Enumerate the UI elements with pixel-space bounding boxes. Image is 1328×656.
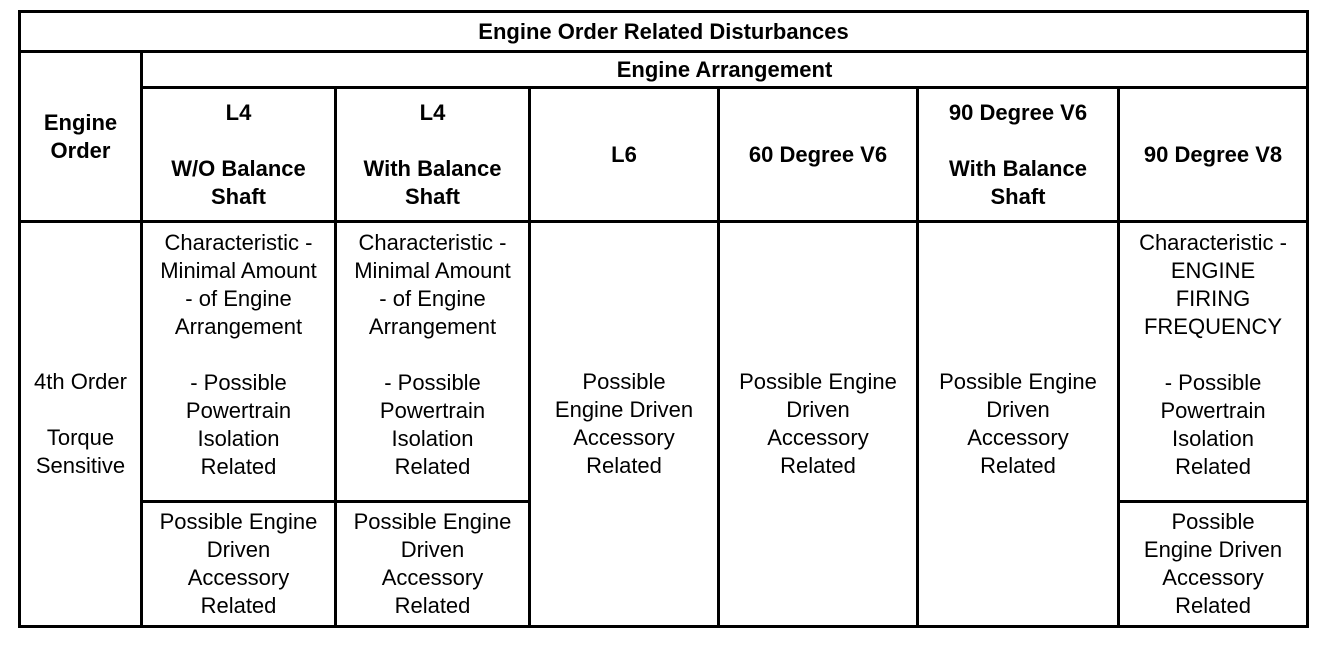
cell-l4-wo-balance-lower: Possible Engine Driven Accessory Related <box>142 502 336 627</box>
cell-l4-wo-balance-upper: Characteristic - Minimal Amount - of Engine Arrangement - Possible Powertrain Isolation Related <box>142 222 336 502</box>
table-title: Engine Order Related Disturbances <box>20 12 1308 52</box>
column-header-l4-wo-balance: L4 W/O Balance Shaft <box>142 88 336 222</box>
cell-90-degree-v8-upper: Characteristic - ENGINE FIRING FREQUENCY - Possible Powertrain Isolation Related <box>1119 222 1308 502</box>
column-header-l4-with-balance: L4 With Balance Shaft <box>336 88 530 222</box>
cell-90-degree-v8-lower: Possible Engine Driven Accessory Related <box>1119 502 1308 627</box>
engine-order-header: Engine Order <box>20 52 142 222</box>
cell-l4-with-balance-upper: Characteristic - Minimal Amount - of Engine Arrangement - Possible Powertrain Isolation Related <box>336 222 530 502</box>
column-header-90-degree-v8: 90 Degree V8 <box>1119 88 1308 222</box>
order-label-4th-order: 4th Order Torque Sensitive <box>20 222 142 627</box>
cell-90-degree-v6: Possible Engine Driven Accessory Related <box>918 222 1119 627</box>
column-header-90-degree-v6: 90 Degree V6 With Balance Shaft <box>918 88 1119 222</box>
engine-order-table <box>18 10 1309 628</box>
column-header-l6: L6 <box>530 88 719 222</box>
cell-60-degree-v6: Possible Engine Driven Accessory Related <box>719 222 918 627</box>
column-header-60-degree-v6: 60 Degree V6 <box>719 88 918 222</box>
engine-arrangement-header: Engine Arrangement <box>142 52 1308 88</box>
cell-l4-with-balance-lower: Possible Engine Driven Accessory Related <box>336 502 530 627</box>
cell-l6: Possible Engine Driven Accessory Related <box>530 222 719 627</box>
